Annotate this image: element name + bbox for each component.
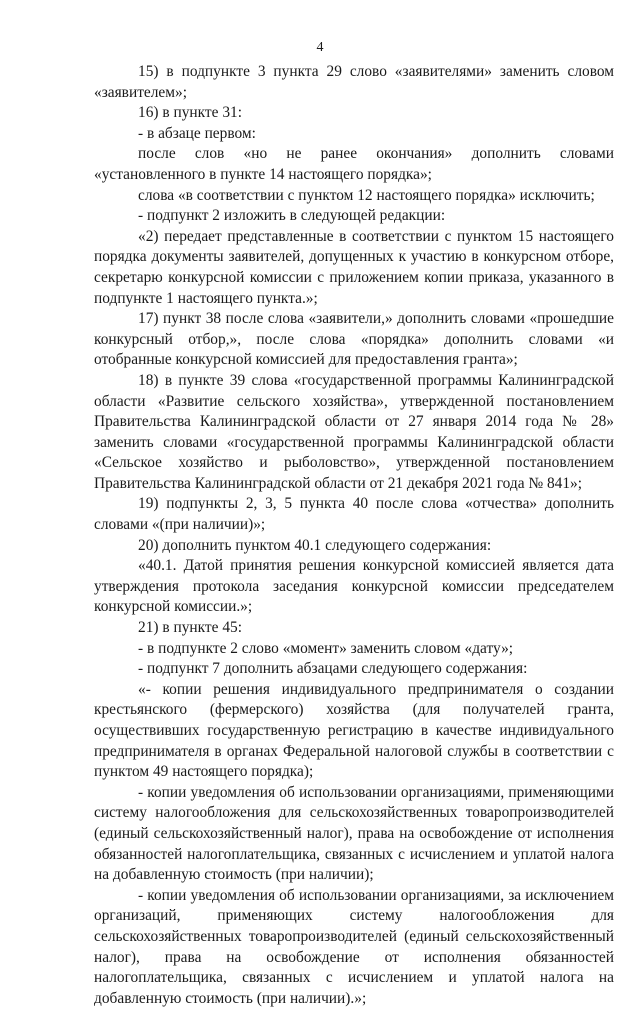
paragraph: 16) в пункте 31: bbox=[138, 104, 242, 122]
paragraph: после слов «но не ранее окончания» дополнить словами «установленного в пункте 14 настоящего порядка»; bbox=[94, 145, 614, 183]
paragraph: 18) в пункте 39 слова «государственной программы Калининградской области «Развитие сельского хозяйства», утвержденной постановлением Правительства Калининградской области от 27 января 2014 года № 28» заменить словами «государственной программы Калининградской области «Сельское хозяйство и рыболовство», утвержденной постановлением Правительства Калининградской области от 21 декабря 2021 года № 841»; bbox=[94, 371, 614, 492]
paragraph: 20) дополнить пунктом 40.1 следующего содержания: bbox=[138, 536, 492, 554]
paragraph: «- копии решения индивидуального предпринимателя о создании крестьянского (фермерского) хозяйства (для получателей гранта, осуществивших государственную регистрацию в качестве индивидуального предпринимателя в органах Федеральной налоговой службы в соответствии с пунктом 49 настоящего порядка); bbox=[94, 680, 614, 781]
document-body bbox=[94, 62, 614, 1009]
page-number: 4 bbox=[316, 40, 324, 55]
paragraph: - копии уведомления об использовании организациями, применяющими систему налогообложения для сельскохозяйственных товаропроизводителей (единый сельскохозяйственный налог), права на освобождение от исполнения обязанностей налогоплательщика, связанных с исчислением и уплатой налога на добавленную стоимость (при наличии); bbox=[94, 783, 614, 884]
paragraph: слова «в соответствии с пунктом 12 настоящего порядка» исключить; bbox=[138, 186, 595, 204]
paragraph: - в абзаце первом: bbox=[138, 124, 256, 142]
paragraph: «40.1. Датой принятия решения конкурсной комиссией является дата утверждения протокола заседания конкурсной комиссии председателем конкурсной комиссии.»; bbox=[94, 557, 614, 616]
paragraph: 21) в пункте 45: bbox=[138, 619, 242, 637]
paragraph: 19) подпункты 2, 3, 5 пункта 40 после слова «отчества» дополнить словами «(при наличии)»; bbox=[94, 495, 614, 534]
paragraph: 17) пункт 38 после слова «заявители,» дополнить словами «прошедшие конкурсный отбор,», после слова «порядка» дополнить словами «и отобранные конкурсной комиссией для предоставления гранта»; bbox=[94, 310, 614, 369]
paragraph: - копии уведомления об использовании организациями, за исключением организаций, применяющих систему налогообложения для сельскохозяйственных товаропроизводителей (единый сельскохозяйственный налог), права на освобождение от исполнения обязанностей налогоплательщика, связанных с исчислением и уплатой налога на добавленную стоимость (при наличии).»; bbox=[94, 886, 614, 1007]
paragraph: - подпункт 7 дополнить абзацами следующего содержания: bbox=[138, 660, 528, 678]
paragraph: - в подпункте 2 слово «момент» заменить словом «дату»; bbox=[138, 639, 514, 657]
paragraph: «2) передает представленные в соответствии с пунктом 15 настоящего порядка документы заявителей, допущенных к участию в конкурсном отборе, секретарю конкурсной комиссии с приложением копии приказа, указанного в подпункте 1 настоящего пункта.»; bbox=[94, 227, 614, 307]
paragraph: - подпункт 2 изложить в следующей редакции: bbox=[138, 207, 446, 225]
paragraph: 15) в подпункте 3 пункта 29 слово «заявителями» заменить словом «заявителем»; bbox=[94, 63, 614, 101]
